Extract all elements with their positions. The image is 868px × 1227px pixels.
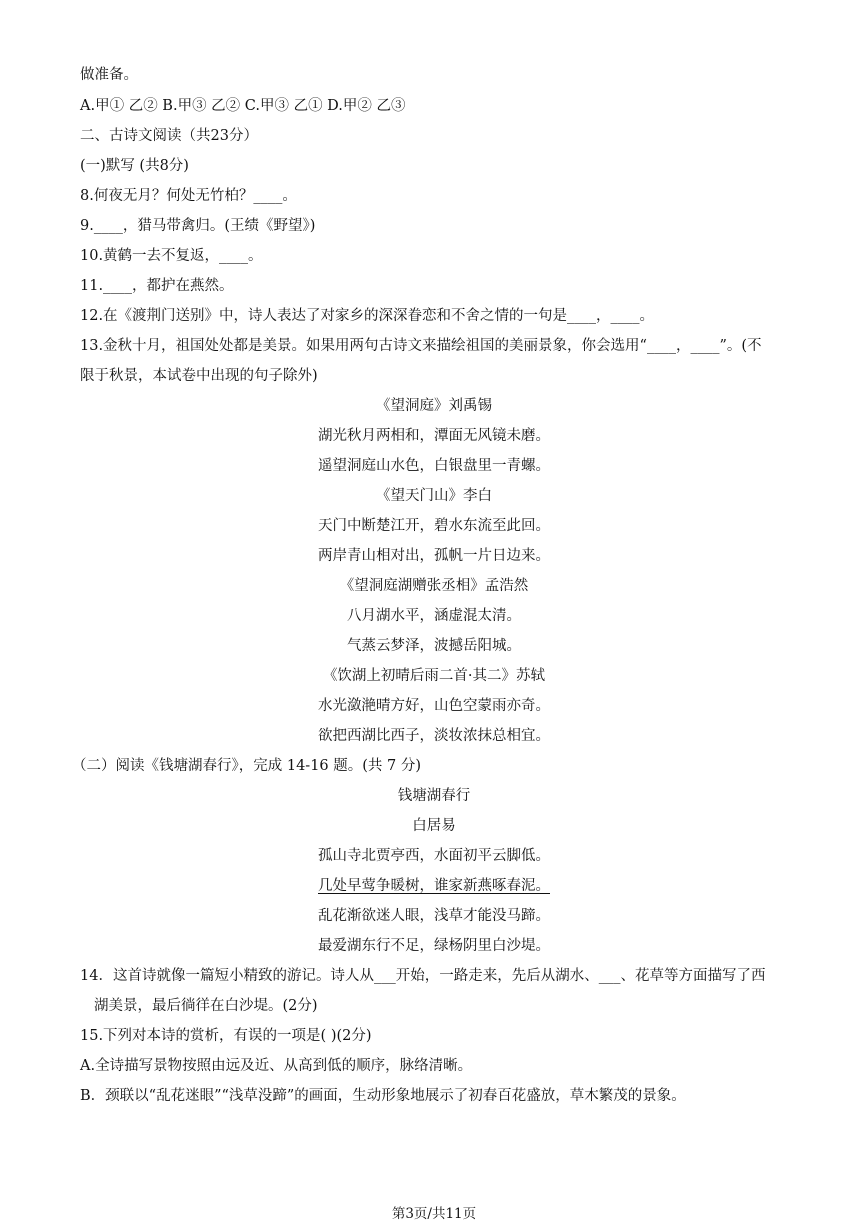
poem-title: 钱塘湖春行	[397, 788, 471, 804]
poem-line: 两岸青山相对出，孤帆一片日边来。	[318, 548, 550, 564]
option-a: A.全诗描写景物按照由远及近、从高到低的顺序，脉络清晰。	[80, 1058, 473, 1074]
answer-options-q7: A.甲① 乙② B.甲③ 乙② C.甲③ 乙① D.甲② 乙③	[80, 98, 406, 114]
poem-author: 白居易	[412, 818, 456, 834]
question-15: 15.下列对本诗的赏析，有误的一项是( )(2分)	[80, 1028, 372, 1044]
question-13: 13.金秋十月，祖国处处都是美景。如果用两句古诗文来描绘祖国的美丽景象，你会选用“____，____”。(不	[80, 338, 762, 354]
page-number: 第3页/共11页	[391, 1206, 477, 1222]
poem-line: 天门中断楚江开，碧水东流至此回。	[318, 518, 550, 534]
poem-title: 《望洞庭湖赠张丞相》孟浩然	[339, 578, 529, 594]
subsection-heading: (一)默写 (共8分)	[80, 158, 189, 174]
question-10: 10.黄鹤一去不复返，____。	[80, 248, 263, 264]
poem-title: 《望洞庭》刘禹锡	[376, 398, 492, 414]
question-12: 12.在《渡荆门送别》中，诗人表达了对家乡的深深眷恋和不舍之情的一句是____，____。	[80, 308, 655, 324]
poem-line: 湖光秋月两相和，潭面无风镜未磨。	[318, 428, 550, 444]
question-8: 8.何夜无月？何处无竹柏？____。	[80, 188, 297, 204]
question-11: 11.____，都护在燕然。	[80, 278, 234, 294]
poem-line: 气蒸云梦泽，波撼岳阳城。	[347, 638, 521, 654]
question-9: 9.____，猎马带禽归。(王绩《野望》)	[80, 218, 316, 234]
poem-title: 《望天门山》李白	[376, 488, 492, 504]
poem-line: 欲把西湖比西子，淡妆浓抹总相宜。	[318, 728, 550, 744]
question-14-cont: 湖美景，最后徜徉在白沙堤。(2分)	[94, 998, 318, 1014]
option-b: B．颈联以“乱花迷眼”“浅草没蹄”的画面，生动形象地展示了初春百花盛放，草木繁茂的景象。	[80, 1088, 686, 1104]
poem-line: 八月湖水平，涵虚混太清。	[347, 608, 521, 624]
poem-line: 孤山寺北贾亭西，水面初平云脚低。	[318, 848, 550, 864]
poem-line: 水光潋滟晴方好，山色空蒙雨亦奇。	[318, 698, 550, 714]
question-14: 14．这首诗就像一篇短小精致的游记。诗人从___开始，一路走来，先后从湖水、___、花草等方面描写了西	[80, 968, 766, 984]
poem-line-underlined	[0, 875, 868, 897]
poem-line: 遥望洞庭山水色，白银盘里一青螺。	[318, 458, 550, 474]
text-line: 做准备。	[80, 67, 138, 83]
underlined-text: 几处早莺争暖树，谁家新燕啄春泥。	[318, 878, 550, 894]
section-two-heading: （二）阅读《钱塘湖春行》，完成 14-16 题。(共 7 分)	[72, 758, 422, 774]
poem-line: 乱花渐欲迷人眼，浅草才能没马蹄。	[318, 908, 550, 924]
question-13-cont: 限于秋景，本试卷中出现的句子除外)	[80, 368, 318, 384]
poem-line: 最爱湖东行不足，绿杨阴里白沙堤。	[318, 938, 550, 954]
poem-title: 《饮湖上初晴后雨二首·其二》苏轼	[322, 668, 546, 684]
section-heading: 二、古诗文阅读（共23分）	[80, 128, 258, 144]
